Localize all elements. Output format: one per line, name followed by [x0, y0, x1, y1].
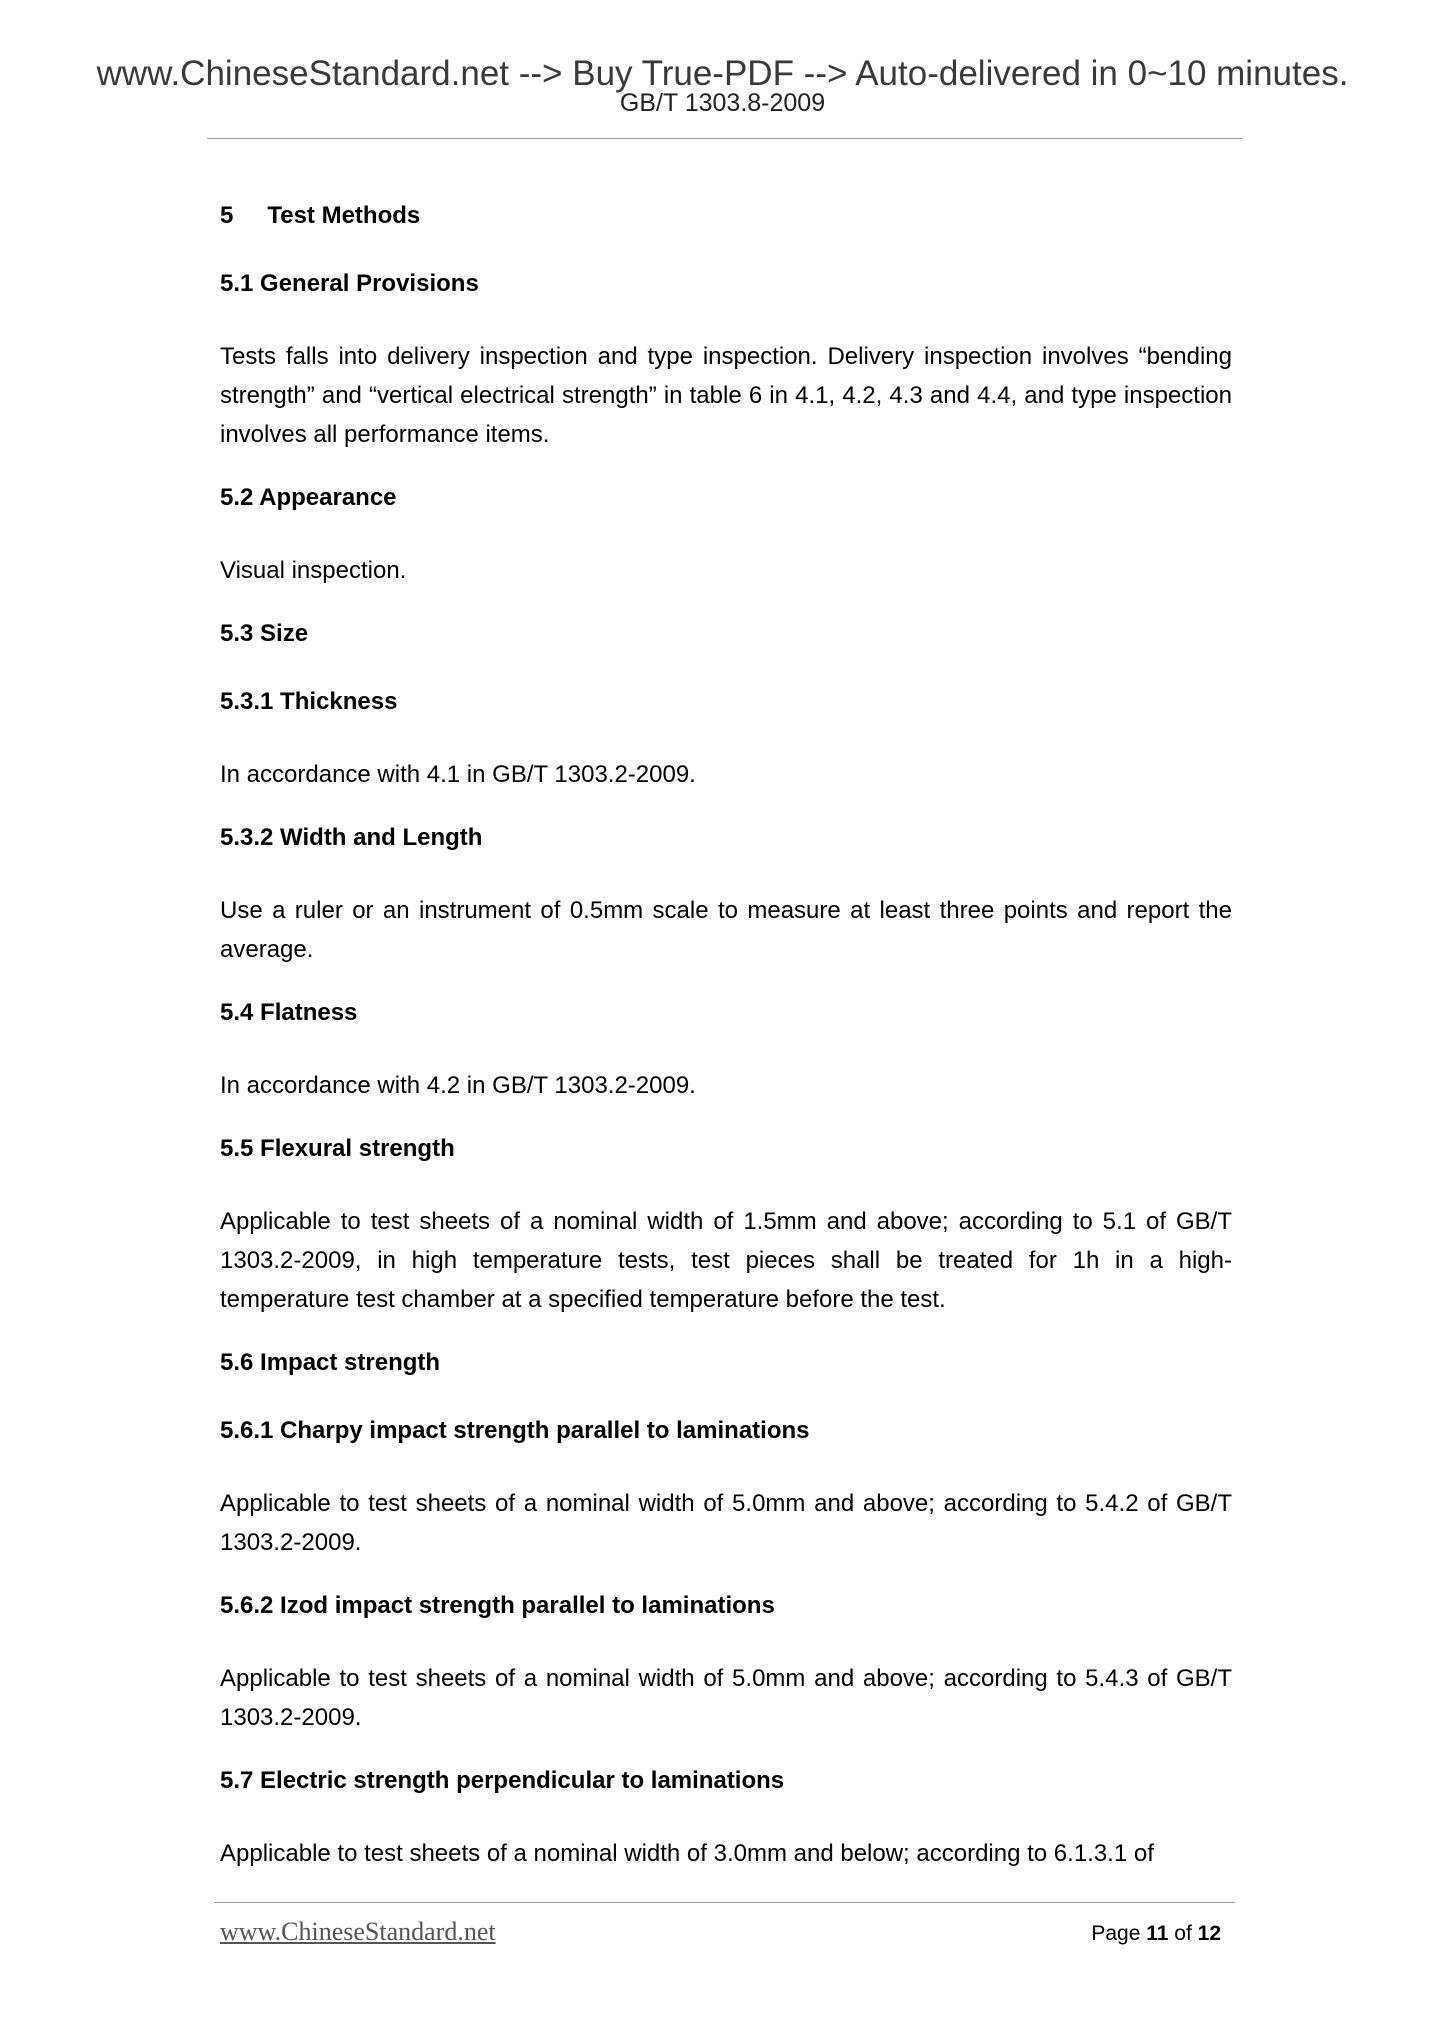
page-of: of: [1174, 1922, 1192, 1945]
page-current: 11: [1146, 1922, 1169, 1945]
section-5-3-2-heading: 5.3.2 Width and Length: [220, 824, 483, 851]
page-total: 12: [1197, 1922, 1221, 1945]
section-5-number: 5: [220, 202, 234, 229]
footer-site-link[interactable]: www.ChineseStandard.net: [220, 1917, 496, 1946]
section-5-1-text: Tests falls into delivery inspection and type inspection. Delivery inspection involves “bending strength” and “vertical electrical strength” in table 6 in 4.1, 4.2, 4.3 and 4.4, and type inspection involves all performance items.: [220, 343, 1232, 448]
page-label: Page: [1091, 1922, 1141, 1945]
footer-divider: [214, 1902, 1235, 1903]
standard-code: GB/T 1303.8-2009: [619, 89, 826, 117]
header-divider: [207, 138, 1242, 139]
section-5-3-2-text: Use a ruler or an instrument of 0.5mm scale to measure at least three points and report the average.: [220, 897, 1232, 963]
section-5-4-text: In accordance with 4.2 in GB/T 1303.2-2009.: [220, 1072, 696, 1099]
section-5-1-heading: 5.1 General Provisions: [220, 270, 479, 297]
section-5-6-1-heading: 5.6.1 Charpy impact strength parallel to laminations: [220, 1417, 810, 1444]
section-5-title: Test Methods: [267, 202, 421, 229]
section-5-5-text: Applicable to test sheets of a nominal width of 1.5mm and above; according to 5.1 of GB/T 1303.2-2009, in high temperature tests, test pieces shall be treated for 1h in a high-temperature test chamber at a specified temperature before the test.: [220, 1208, 1232, 1313]
section-5-5-heading: 5.5 Flexural strength: [220, 1135, 455, 1162]
section-5-2-heading: 5.2 Appearance: [220, 484, 397, 511]
section-5-3-1-heading: 5.3.1 Thickness: [220, 688, 398, 715]
section-5-6-1-text: Applicable to test sheets of a nominal width of 5.0mm and above; according to 5.4.2 of GB/T 1303.2-2009.: [220, 1490, 1232, 1556]
section-5-7-heading: 5.7 Electric strength perpendicular to laminations: [220, 1767, 785, 1794]
document-body: [220, 201, 1232, 1873]
page-indicator: [1091, 1920, 1221, 1948]
section-5-3-1-text: In accordance with 4.1 in GB/T 1303.2-2009.: [220, 761, 696, 788]
section-5-4-heading: 5.4 Flatness: [220, 999, 358, 1026]
section-5-6-2-heading: 5.6.2 Izod impact strength parallel to laminations: [220, 1592, 775, 1619]
section-5-2-text: Visual inspection.: [220, 557, 407, 584]
section-5-heading: [220, 201, 1232, 231]
section-5-6-heading: 5.6 Impact strength: [220, 1349, 441, 1376]
section-5-7-text: Applicable to test sheets of a nominal width of 3.0mm and below; according to 6.1.3.1 of: [220, 1840, 1154, 1867]
header-banner: www.ChineseStandard.net --> Buy True-PDF --> Auto-delivered in 0~10 minutes.: [96, 54, 1349, 93]
section-5-6-2-text: Applicable to test sheets of a nominal width of 5.0mm and above; according to 5.4.3 of GB/T 1303.2-2009.: [220, 1665, 1232, 1731]
section-5-3-heading: 5.3 Size: [220, 620, 309, 647]
